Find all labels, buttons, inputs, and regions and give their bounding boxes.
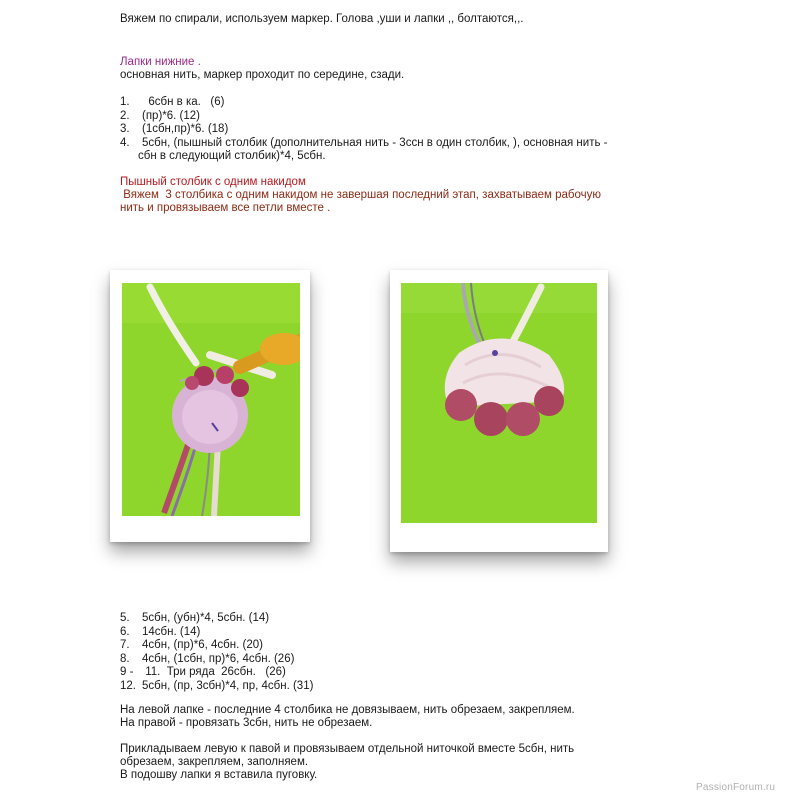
step-item	[120, 626, 313, 640]
puff-stitch-title: Пышный столбик с одним накидом	[120, 176, 306, 188]
step-number: 9 -	[120, 666, 134, 678]
step-4-continuation: сбн в следующий столбик)*4, 5сбн.	[138, 150, 326, 162]
intro-text: Вяжем по спирали, используем маркер. Голова ,уши и лапки ,, болтаются,,.	[120, 13, 524, 25]
step-number: 6.	[120, 625, 130, 638]
step-text: 5сбн, (убн)*4, 5сбн. (14)	[142, 612, 270, 624]
step-item	[120, 680, 313, 694]
right-paw-note: На правой - провязать 3сбн, нить не обрезаем.	[120, 717, 373, 729]
step-text: 14сбн. (14)	[142, 625, 201, 638]
step-item	[120, 666, 313, 680]
step-text: 4сбн, (1сбн, пр)*6, 4сбн. (26)	[142, 652, 295, 665]
puff-stitch-line-2: нить и провязываем все петли вместе .	[120, 202, 331, 214]
section-subtitle: основная нить, маркер проходит по середине, сзади.	[120, 69, 405, 81]
step-text: (пр)*6. (12)	[142, 109, 200, 122]
step-number: 3.	[120, 123, 130, 135]
step-number: 7.	[120, 639, 130, 651]
photo-frame-left	[110, 270, 310, 542]
step-number: 1.	[120, 96, 130, 108]
step-item	[120, 653, 313, 667]
steps-list-b	[120, 612, 313, 693]
step-number: 5.	[120, 612, 130, 624]
section-title: Лапки нижние .	[120, 56, 201, 68]
step-item	[120, 110, 608, 124]
crochet-paw-finished-image	[401, 283, 597, 523]
step-number: 12.	[120, 679, 136, 692]
assembly-note-line-1: Прикладываем левую к павой и провязываем отдельной ниточкой вместе 5сбн, нить	[120, 743, 575, 755]
step-number: 8.	[120, 652, 130, 665]
puff-stitch-line-1: Вяжем 3 столбика с одним накидом не завершая последний этап, захватываем рабочую	[120, 189, 602, 201]
step-number: 4.	[120, 136, 130, 149]
assembly-note-line-2: обрезаем, закрепляем, заполняем.	[120, 756, 309, 768]
step-item	[120, 96, 608, 110]
step-text: 5сбн, (пр, 3сбн)*4, пр, 4сбн. (31)	[142, 679, 314, 692]
step-item	[120, 612, 313, 626]
step-text: (1сбн,пр)*6. (18)	[142, 123, 229, 135]
step-number: 2.	[120, 109, 130, 122]
crochet-paw-in-progress-image	[122, 283, 300, 516]
step-text: 4сбн, (пр)*6, 4сбн. (20)	[142, 639, 263, 651]
watermark: PassionForum.ru	[696, 782, 776, 793]
photo-frame-right	[390, 270, 608, 552]
button-note: В подошву лапки я вставила пуговку.	[120, 769, 318, 781]
step-item	[120, 123, 608, 137]
step-text: 5сбн, (пышный столбик (дополнительная нить - 3ссн в один столбик, ), основная нить -	[142, 136, 608, 149]
steps-list-a	[120, 96, 608, 150]
left-paw-note: На левой лапке - последние 4 столбика не довязываем, нить обрезаем, закрепляем.	[120, 704, 575, 716]
step-text: 11. Три ряда 26сбн. (26)	[142, 666, 286, 678]
step-item	[120, 137, 608, 151]
step-item	[120, 639, 313, 653]
step-text: 6сбн в ка. (6)	[142, 96, 225, 108]
